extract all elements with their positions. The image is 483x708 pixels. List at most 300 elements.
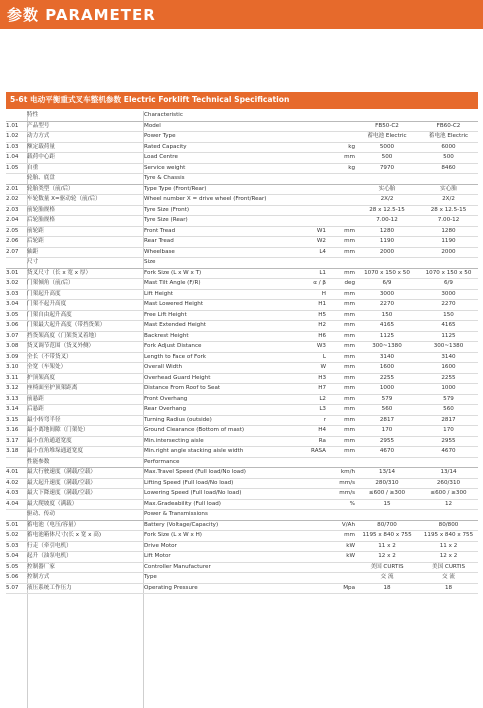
cell-sym: W2 [316,238,326,244]
table-row [6,153,478,164]
cell-sym [300,563,326,573]
cell-cn: 门架不起升高度 [27,301,67,307]
cell-cn: 最大爬坡度（满载） [27,500,78,507]
cell-sym [300,122,326,132]
cell-num: 2.07 [6,248,19,255]
cell-unit: mm [344,437,355,444]
table-row [6,521,478,532]
cell-v2: 560 [443,406,454,412]
cell-cn: 控制方式 [27,574,50,580]
cell-sym [300,521,326,531]
cell-en: Lift Height [144,290,174,297]
cell-sym: H5 [318,311,326,318]
cell-v2: 3000 [441,290,456,297]
cell-num: 3.05 [6,311,19,318]
cell-cn: 性能参数 [27,458,50,465]
cell-sym: L [322,353,326,360]
cell-v1: 18 [383,584,391,591]
cell-unit: mm [344,374,355,381]
cell-unit [327,195,355,205]
cell-v2: 579 [443,395,454,402]
cell-v1: 2000 [379,248,395,255]
cell-unit [327,132,355,142]
cell-v2: 6000 [441,143,456,150]
cell-v2: 80/800 [438,521,459,528]
cell-v2: 1070 x 150 x 50 [425,269,472,276]
cell-v2: 6/9 [443,280,453,286]
cell-en: Mast Tilt Angle (F/R) [144,280,201,286]
cell-sym: H7 [318,385,326,391]
cell-cn: 货叉尺寸（长 x 宽 x 厚） [27,269,92,276]
cell-v2: 8460 [441,164,456,171]
cell-en: Rear Tread [144,238,174,244]
cell-en: Characteristic [144,112,183,118]
cell-v2: 1280 [441,227,456,234]
cell-v2: 2270 [441,301,456,307]
cell-num: 1.01 [6,122,19,129]
cell-unit: mm [344,311,355,318]
cell-en: Size [144,259,156,265]
cell-en: Lifting Speed (Full load/No load) [144,479,234,486]
table-row [6,332,478,343]
cell-v2: 12 [444,500,453,507]
cell-unit: % [349,500,355,507]
cell-sym: L2 [319,395,326,402]
cell-num: 3.12 [6,385,19,391]
cell-unit: mm [344,448,355,454]
cell-v1: 560 [381,406,393,412]
cell-v1: ≤600 / ≥300 [368,490,406,496]
cell-unit: mm [344,395,355,402]
table-row [6,500,478,511]
cell-v2: 1190 [441,238,456,244]
cell-cn: 最大起升速度（满载/空载） [27,479,97,486]
cell-v1: 蓄电池 Electric [367,133,407,139]
table-row [6,531,478,542]
cell-unit [327,122,355,132]
cell-unit [327,573,355,583]
cell-cn: 驱动、传动 [27,511,55,517]
cell-en: Lowering Speed (Full load/No load) [144,490,242,496]
cell-v2: 2255 [441,374,456,381]
cell-unit: mm [344,406,355,412]
cell-num: 3.18 [6,448,19,454]
cell-sym: H6 [318,332,326,339]
cell-en: Controller Manufacturer [144,563,211,570]
cell-num: 3.02 [6,280,19,286]
cell-en: Max.Travel Speed (Full load/No load) [144,469,246,475]
cell-en: Service weight [144,164,186,171]
cell-v1: 579 [381,395,393,402]
cell-unit [327,206,355,216]
cell-v2: ≤600 / ≥300 [430,490,467,496]
cell-num: 5.05 [6,563,19,570]
cell-v1: 12 x 2 [378,553,396,559]
cell-unit: kW [346,542,355,549]
cell-en: Lift Motor [144,553,171,559]
cell-cn: 额定载荷量 [27,143,55,150]
cell-unit: mm [344,416,355,423]
table-row [6,206,478,217]
cell-v1: 1280 [379,227,395,234]
cell-v2: 13/14 [440,469,457,475]
cell-num: 3.11 [6,374,19,381]
cell-sym: W1 [316,227,326,234]
cell-v1: 2817 [379,416,395,423]
cell-sym: L1 [319,269,326,276]
cell-sym [300,468,326,478]
cell-en: Power Type [144,133,176,139]
table-row [6,447,478,458]
cell-v2: 1000 [441,385,456,391]
cell-en: Fork Adjust Distance [144,343,202,349]
cell-en: Tyre Size (Front) [144,206,190,213]
table-row [6,468,478,479]
cell-en: Overall Width [144,364,183,370]
page-title: 参数 PARAMETER [7,6,156,24]
cell-num: 2.02 [6,196,19,202]
table-row [6,426,478,437]
cell-cn: 座椅面至护顶架距离 [27,385,78,391]
cell-sym: H [321,290,326,297]
cell-v2: 18 [444,584,453,591]
cell-cn: 尺寸 [27,259,39,265]
cell-num: 5.02 [6,532,19,538]
cell-num: 1.02 [6,133,19,139]
cell-v1: 实心胎 [378,185,396,192]
cell-v1: 300~1380 [372,343,402,349]
cell-unit: km/h [340,469,355,475]
cell-sym: α / β [313,280,326,286]
section-header-row [6,174,478,185]
cell-en: Load Centre [144,154,178,160]
table-row [6,185,478,196]
cell-cn: 起升（油泵电机） [27,553,72,559]
cell-unit: mm [344,332,355,339]
cell-num: 3.04 [6,301,19,307]
cell-cn: 后轮胎规格 [27,217,55,223]
cell-cn: 前轮距 [27,227,44,234]
cell-unit: deg [344,280,355,286]
cell-sym [300,164,326,174]
cell-v1: 7.00-12 [376,217,398,223]
cell-cn: 液压系统工作压力 [27,584,72,591]
cell-num: 1.03 [6,143,19,150]
cell-sym: H2 [318,322,326,328]
cell-v1: 6/9 [382,280,392,286]
cell-en: Rated Capacity [144,143,187,150]
cell-num: 3.08 [6,343,19,349]
cell-cn: 自重 [27,164,39,171]
cell-en: Type Type (Front/Rear) [144,185,207,192]
cell-cn: 后轮距 [27,238,44,244]
cell-unit: mm/s [339,490,355,496]
cell-v1: 2955 [379,437,395,444]
cell-num: 3.07 [6,332,19,339]
cell-sym: r [323,416,326,423]
cell-en: Front Overhang [144,395,188,402]
table-row [6,542,478,553]
cell-num: 2.04 [6,217,19,223]
cell-cn: 货叉调节范围（货叉外侧） [27,343,95,349]
cell-v1: 280/310 [375,479,399,486]
cell-num: 3.01 [6,269,19,276]
cell-cn: 载荷中心距 [27,154,55,160]
cell-cn: 门架自由起升高度 [27,311,72,318]
table-row [6,237,478,248]
cell-en: Distance From Roof to Seat [144,385,221,391]
cell-en: Type [144,574,157,580]
cell-sym [300,195,326,205]
cell-v2: 1195 x 840 x 755 [423,532,474,538]
cell-num: 1.05 [6,164,19,171]
cell-en: Wheelbase [144,248,175,255]
cell-num: 4.01 [6,469,19,475]
table-row [6,363,478,374]
table-row [6,437,478,448]
cell-sym [300,552,326,562]
cell-unit: mm [344,154,355,160]
cell-cn: 最小离地间隙（门架处） [27,427,89,433]
cell-num: 3.13 [6,395,19,402]
cell-sym: RASA [311,448,326,454]
cell-en: Performance [144,458,180,465]
cell-en: Min.right angle stacking aisle width [144,448,244,454]
cell-unit: kg [348,143,355,150]
cell-en: Mast Lowered Height [144,301,204,307]
cell-sym [300,185,326,195]
table-row [6,269,478,280]
cell-en: Fork Size (L x W x T) [144,269,202,276]
cell-cn: 全长（不带货叉） [27,353,72,360]
table-row [6,300,478,311]
cell-en: Front Tread [144,227,176,234]
cell-cn: 最小直角通道宽度 [27,437,72,444]
section-header-row [6,111,478,122]
table-row [6,374,478,385]
cell-num: 5.04 [6,553,19,559]
cell-cn: 门架倾角（前/后） [27,280,74,286]
cell-cn: 最大下降速度（满载/空载） [27,490,97,496]
cell-num: 4.03 [6,490,19,496]
cell-cn: 特性 [27,112,39,118]
cell-sym [300,216,326,226]
cell-cn: 门架最大起升高度（带挡货架） [27,322,106,328]
cell-sym [300,542,326,552]
cell-en: Ground Clearance (Bottom of mast) [144,427,245,433]
cell-cn: 最大行驶速度（满载/空载） [27,469,97,475]
table-row [6,384,478,395]
cell-v1: 美国 CURTIS [370,563,404,570]
cell-v1: 1600 [379,364,395,370]
cell-en: Wheel number X = drive wheel (Front/Rear) [144,196,267,202]
cell-unit: Mpa [343,584,355,591]
cell-cn: 最小直角堆垛通道宽度 [27,448,83,454]
table-row [6,195,478,206]
cell-v2: 11 x 2 [439,542,458,549]
table-row [6,279,478,290]
cell-num: 5.07 [6,584,19,591]
cell-unit [327,185,355,195]
cell-num: 1.04 [6,154,19,160]
spec-table [6,111,478,594]
cell-v2: 300~1380 [433,343,464,349]
cell-unit: mm [344,343,355,349]
cell-num: 5.03 [6,542,19,549]
table-row [6,164,478,175]
cell-v2: 28 x 12.5-15 [430,206,467,213]
cell-cn: 全宽（车架处） [27,364,67,370]
cell-sym: H1 [318,301,326,307]
cell-cn: 行走（牵引电机） [27,542,72,549]
table-row [6,311,478,322]
cell-unit: mm [344,269,355,276]
cell-unit: mm [344,248,355,255]
cell-v1: 500 [381,154,393,160]
cell-num: 5.01 [6,521,19,528]
cell-v2: 实心胎 [440,185,457,192]
cell-v1: 1195 x 840 x 755 [362,532,412,538]
cell-num: 3.15 [6,416,19,423]
cell-v1: 2270 [379,301,395,307]
cell-num: 3.10 [6,364,19,370]
cell-unit: mm [344,427,355,433]
cell-cn: 护顶架高度 [27,374,55,381]
cell-en: Power & Transmissions [144,511,208,517]
cell-v2: 1125 [441,332,456,339]
spec-banner [6,92,478,109]
cell-unit: mm [344,353,355,360]
cell-sym: L3 [319,406,326,412]
cell-v2: FB60-C2 [436,122,461,129]
cell-en: Battery (Voltage/Capacity) [144,521,219,528]
table-row [6,563,478,574]
cell-v2: 2000 [441,248,456,255]
page-header [0,0,483,29]
cell-en: Backrest Height [144,332,189,339]
cell-v1: 4165 [379,322,395,328]
cell-cn: 后悬距 [27,406,44,412]
cell-sym: H3 [318,374,326,381]
cell-v2: 1600 [441,364,456,370]
cell-sym [300,132,326,142]
table-row [6,552,478,563]
cell-v2: 2817 [441,416,456,423]
cell-unit [327,563,355,573]
cell-v2: 2X/2 [442,196,455,202]
table-row [6,122,478,133]
cell-v2: 260/310 [436,479,461,486]
cell-num: 3.03 [6,290,19,297]
cell-v1: 3140 [379,353,395,360]
cell-v2: 7.00-12 [437,217,460,223]
cell-sym [300,531,326,541]
cell-num: 5.06 [6,574,19,580]
cell-cn: 控制器厂家 [27,563,55,570]
cell-sym: W [320,364,326,370]
cell-v2: 3140 [441,353,456,360]
cell-cn: 挡货架高度（门架货叉着地） [27,332,100,339]
cell-cn: 轮胎类型（前/后） [27,185,74,192]
cell-unit: mm [344,238,355,244]
table-row [6,132,478,143]
cell-unit [327,216,355,226]
cell-cn: 车轮数量 X=驱动轮（前/后） [27,196,101,202]
table-row [6,395,478,406]
cell-num: 4.04 [6,500,19,507]
cell-unit: mm [344,322,355,328]
cell-unit: kg [348,164,355,171]
cell-num: 2.03 [6,206,19,213]
table-row [6,342,478,353]
cell-sym [300,206,326,216]
cell-cn: 门架起升高度 [27,290,61,297]
table-row [6,290,478,301]
cell-cn: 动力方式 [27,133,50,139]
cell-num: 3.09 [6,353,19,360]
cell-num: 2.05 [6,227,19,234]
table-row [6,216,478,227]
cell-unit: mm [344,290,355,297]
table-row [6,321,478,332]
cell-v1: 1190 [379,238,395,244]
cell-en: Tyre & Chassis [144,175,185,181]
table-row [6,479,478,490]
cell-en: Operating Pressure [144,584,198,591]
cell-en: Free Lift Height [144,311,187,318]
cell-en: Length to Face of Fork [144,353,207,360]
cell-en: Tyre Size (Rear) [144,217,188,223]
cell-v2: 交 流 [442,574,455,580]
cell-en: Rear Overhang [144,406,187,412]
cell-v2: 4670 [441,448,456,454]
section-header-row [6,258,478,269]
table-row [6,405,478,416]
cell-v2: 蓄电池 Electric [428,133,469,139]
cell-v1: 1070 x 150 x 50 [364,269,410,276]
cell-unit: mm [344,227,355,234]
cell-v1: 交 流 [380,574,394,580]
cell-num: 3.16 [6,427,19,433]
cell-en: Min.intersecting aisle [144,437,204,444]
cell-sym [300,489,326,499]
cell-cn: 前轮胎规格 [27,206,55,213]
cell-unit: mm [344,364,355,370]
cell-en: Fork Size (L x W x H) [144,532,202,538]
cell-v2: 150 [443,311,454,318]
cell-v1: FB50-C2 [375,122,399,129]
cell-v2: 170 [443,427,454,433]
cell-unit: mm [344,532,355,538]
cell-v2: 4165 [441,322,456,328]
cell-v1: 80/700 [377,521,397,528]
cell-num: 2.01 [6,185,19,192]
cell-sym: W3 [316,343,326,349]
cell-cn: 蓄电池箱体尺寸(长 x 宽 x 高) [27,532,102,538]
cell-v1: 2255 [379,374,395,381]
cell-num: 3.14 [6,406,19,412]
cell-en: Turning Radius (outside) [144,416,212,423]
cell-v1: 11 x 2 [378,542,396,549]
cell-v1: 28 x 12.5-15 [369,206,405,213]
cell-en: Drive Motor [144,542,177,549]
cell-cn: 前悬距 [27,395,44,402]
cell-cn: 产品型号 [27,122,50,129]
section-header-row [6,510,478,521]
cell-v1: 2X/2 [380,196,394,202]
cell-num: 3.17 [6,437,19,444]
cell-v1: 3000 [379,290,395,297]
